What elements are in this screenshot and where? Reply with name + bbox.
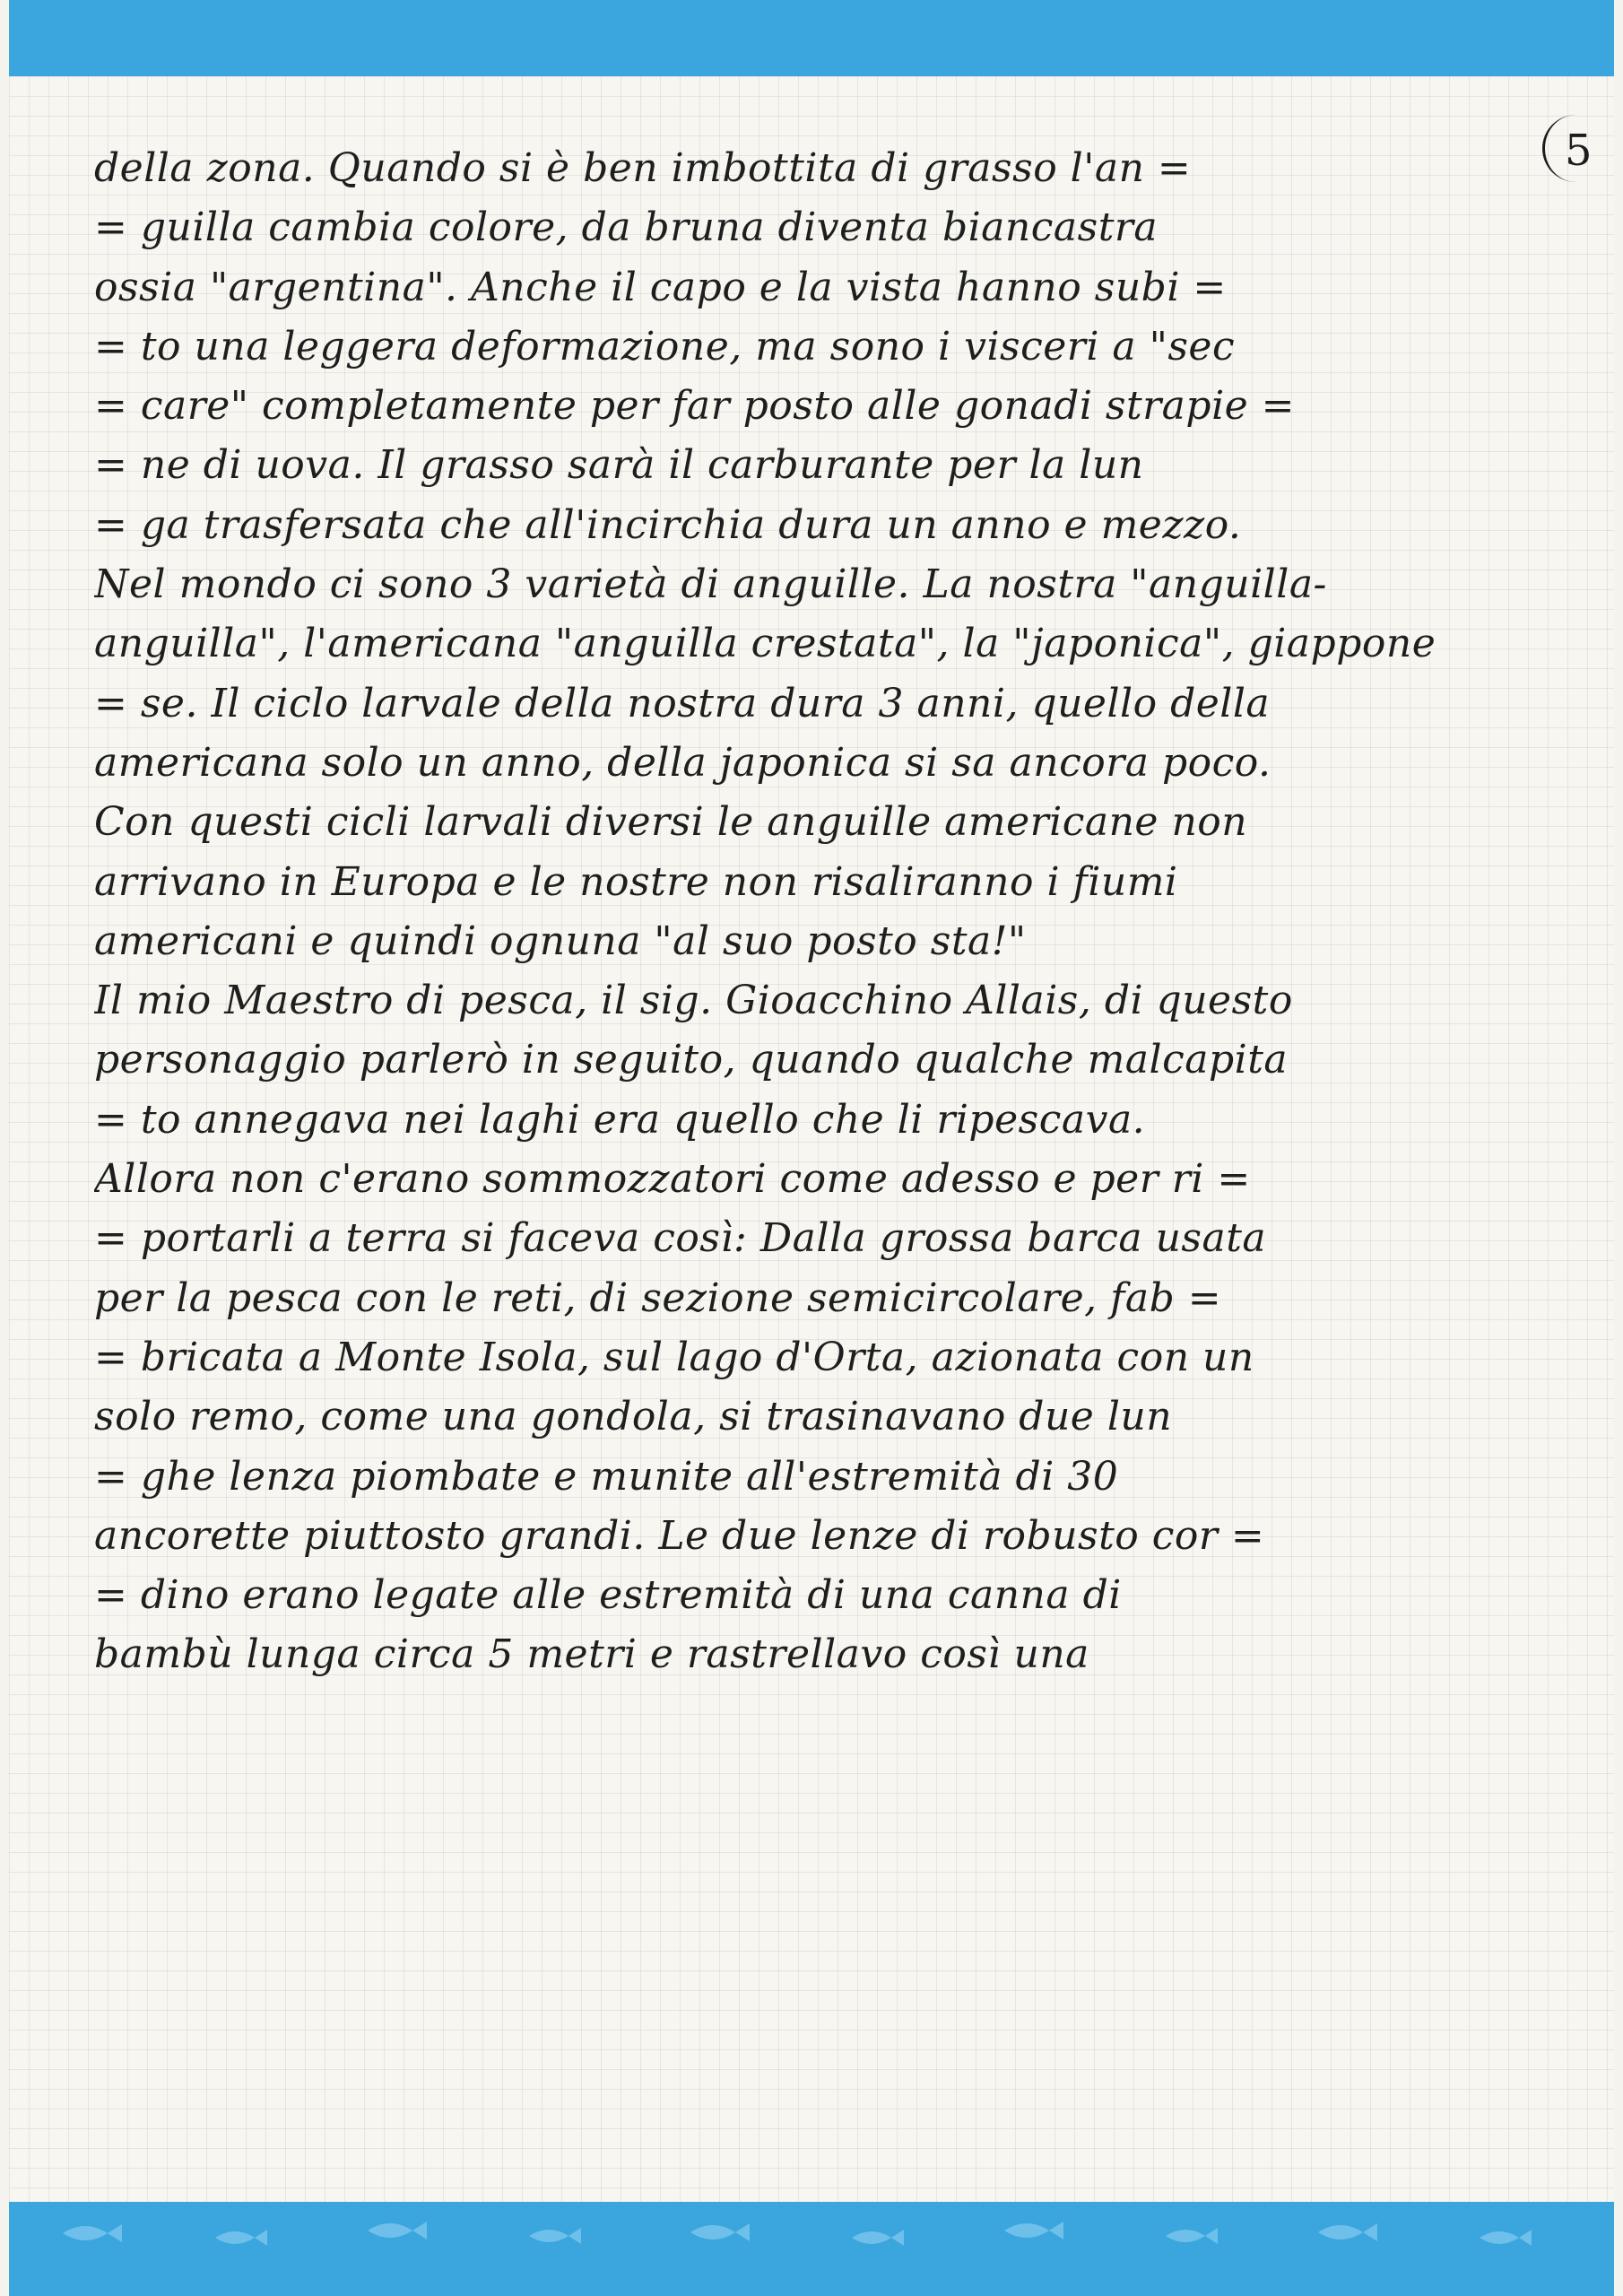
text-line: = portarli a terra si faceva così: Dalla grossa barca usata (94, 1215, 1267, 1262)
handwritten-text (94, 139, 1565, 1685)
text-line: = se. Il ciclo larvale della nostra dura 3 anni, quello della (94, 680, 1271, 726)
text-line: della zona. Quando si è ben imbottita di grasso l'an = (94, 145, 1192, 191)
top-blue-band (9, 0, 1614, 76)
text-line: Con questi cicli larvali diversi le anguille americane non (94, 799, 1248, 846)
text-line: Nel mondo ci sono 3 varietà di anguille. La nostra "anguilla- (94, 561, 1327, 608)
text-line: = ga trasfersata che all'incirchia dura un anno e mezzo. (94, 501, 1242, 548)
text-line: = to annegava nei laghi era quello che li ripescava. (94, 1096, 1146, 1143)
text-line: personaggio parlerò in seguito, quando qualche malcapita (94, 1037, 1289, 1083)
text-line: = to una leggera deformazione, ma sono i visceri a "sec (94, 323, 1236, 370)
text-line: = ghe lenza piombate e munite all'estremità di 30 (94, 1453, 1119, 1500)
text-line: solo remo, come una gondola, si trasinavano due lun (94, 1394, 1173, 1440)
text-line: ancorette piuttosto grandi. Le due lenze di robusto cor = (94, 1512, 1265, 1559)
text-line: arrivano in Europa e le nostre non risaliranno i fiumi (94, 858, 1178, 905)
text-line: per la pesca con le reti, di sezione semicircolare, fab = (94, 1274, 1222, 1321)
text-line: = guilla cambia colore, da bruna diventa biancastra (94, 204, 1159, 251)
bottom-blue-band (9, 2202, 1614, 2296)
text-line: americana solo un anno, della japonica si sa ancora poco. (94, 739, 1271, 786)
text-line: = dino erano legate alle estremità di una canna di (94, 1572, 1122, 1619)
text-line: Il mio Maestro di pesca, il sig. Gioacchino Allais, di questo (94, 978, 1293, 1024)
text-line: americani e quindi ognuna "al suo posto sta!" (94, 918, 1027, 964)
text-line: bambù lunga circa 5 metri e rastrellavo così una (94, 1631, 1089, 1678)
text-line: Allora non c'erano sommozzatori come adesso e per ri = (94, 1156, 1251, 1203)
text-line: ossia "argentina". Anche il capo e la vista hanno subi = (94, 264, 1227, 310)
text-line: anguilla", l'americana "anguilla crestata", la "japonica", giappone (94, 621, 1436, 667)
text-line: = ne di uova. Il grasso sarà il carburante per la lun (94, 442, 1144, 489)
fish-pattern-icon (9, 2211, 1614, 2256)
text-line: = bricata a Monte Isola, sul lago d'Orta, azionata con un (94, 1334, 1254, 1380)
text-line: = care" completamente per far posto alle gonadi strapie = (94, 383, 1296, 430)
page-number: 5 (1565, 126, 1593, 176)
